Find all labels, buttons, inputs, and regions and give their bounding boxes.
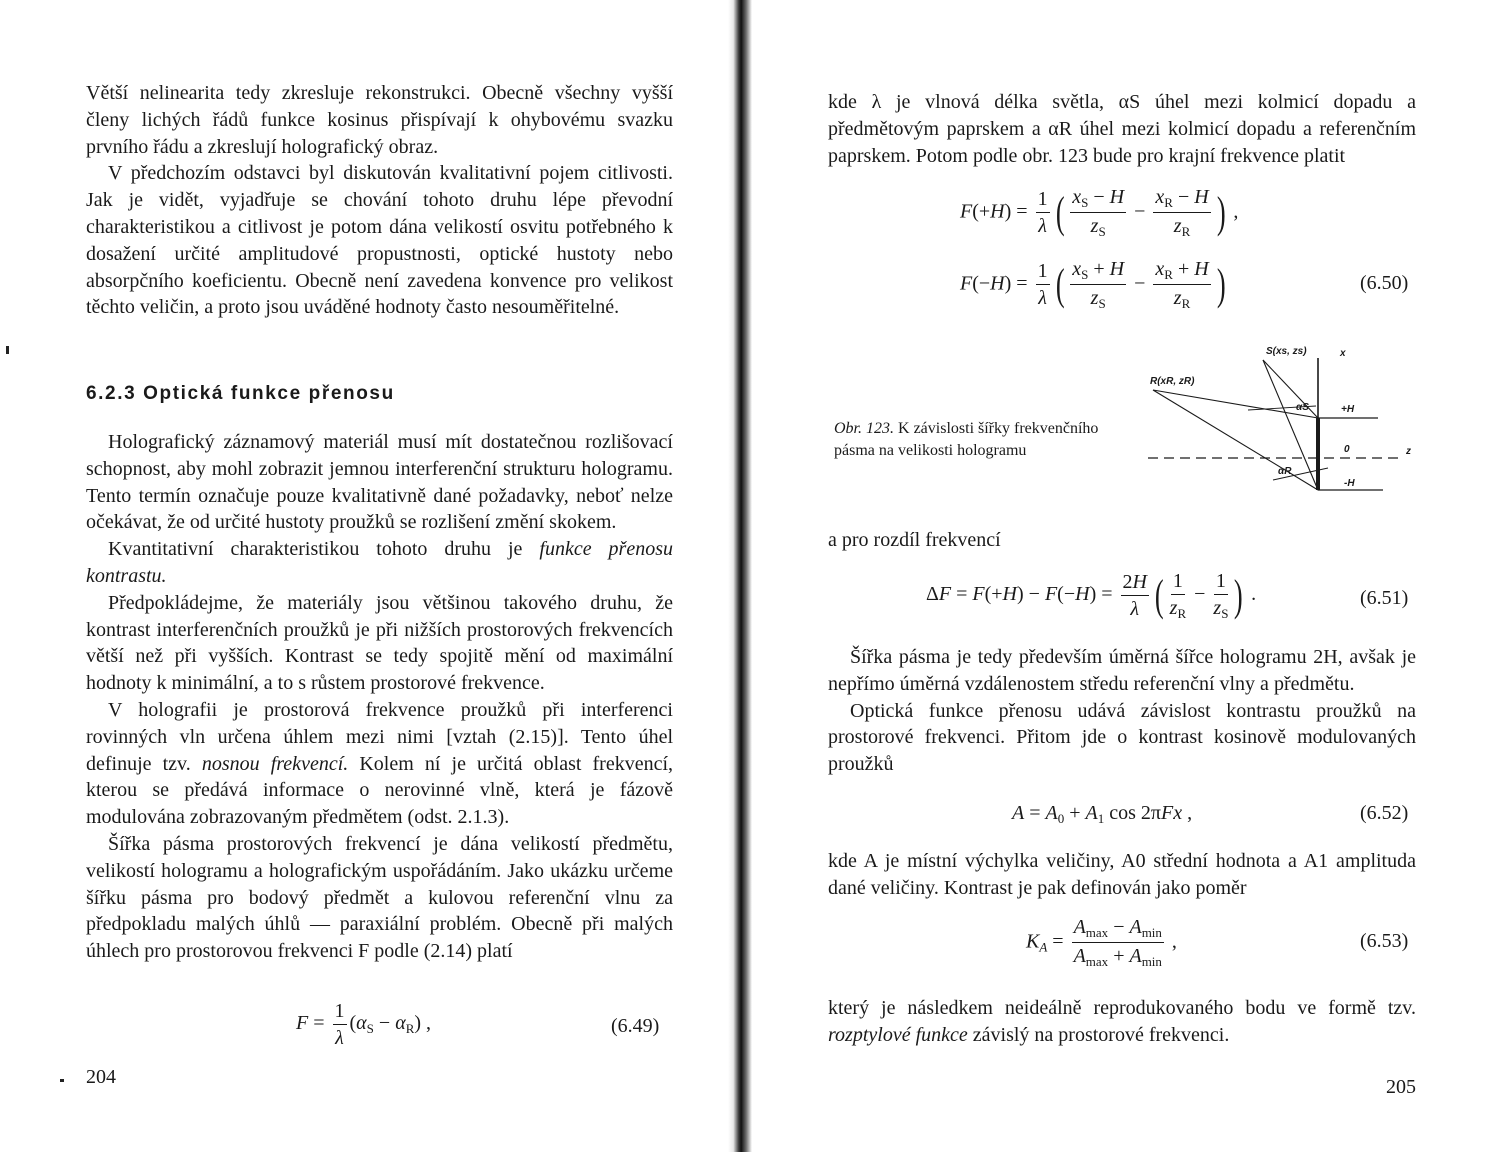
label-r-point: R(xR, zR) — [1150, 376, 1195, 387]
right-column-lower — [828, 848, 1416, 902]
equation-number-6-51: (6.51) — [1360, 587, 1409, 609]
left-paragraph-7: Šířka pásma prostorových frekvencí je dána velikostí předmětu, velikostí hologramu a holografickým uspořádáním. Jako ukázku určeme šířku pásma pro bodový předmět a kulovou referenční vlnu za předpokladu malých úhlů — paraxiální problém. Obecně při malých úhlech pro prostorovou frekvenci F podle (2.14) platí — [86, 832, 673, 963]
reference-ray-top — [1153, 390, 1318, 418]
right-page — [750, 0, 1506, 1152]
equation-6-51: ΔF = F(+H) − F(−H) = $\frac{2H}{\lambda}$ ( $\frac{1}{z_R}$ − $\frac{1}{z_S}$ ) . — [926, 570, 1257, 621]
figure-123-diagram — [1148, 340, 1418, 500]
left-paragraph-4: Kvantitativní charakteristikou tohoto druhu je funkce přenosu kontrastu. — [86, 538, 673, 587]
left-paragraph-5: Předpokládejme, že materiály jsou většinou takového druhu, že kontrast interferenčních proužků je při nižších prostorových frekvencích větší než při vyšších. Kontrast se tedy spojitě mění od maximální hodnoty k minimální, a to s růstem prostorové frekvence. — [86, 591, 673, 695]
label-x-axis: x — [1340, 348, 1346, 359]
equation-6-49: F = $\frac{1}{\lambda}$ $(\alpha_S - \alpha_R)$ , — [296, 1000, 432, 1049]
right-paragraph-2: a pro rozdíl frekvencí — [828, 529, 1001, 551]
equation-number-6-52: (6.52) — [1360, 802, 1409, 824]
section-heading: 6.2.3 Optická funkce přenosu — [86, 383, 395, 404]
hologram-plate — [1316, 418, 1320, 490]
right-paragraph-4: Optická funkce přenosu udává závislost kontrastu proužků na prostorové frekvenci. Přitom jde o kontrast kosinově modulovaných proužků — [828, 699, 1416, 776]
left-column-top — [86, 80, 673, 321]
label-minus-h: -H — [1344, 478, 1355, 489]
page-number-right: 205 — [1386, 1076, 1416, 1098]
equation-number-6-53: (6.53) — [1360, 930, 1409, 952]
page-number-left: 204 — [86, 1066, 116, 1088]
label-alpha-r: αR — [1278, 466, 1292, 477]
left-paragraph-3: Holografický záznamový materiál musí mít dostatečnou rozlišovací schopnost, aby mohl zobrazit jemnou interferenční strukturu hologramu. Tento termín označuje pouze kvalitativně dané požadavky, neboť nelze očekávat, že od určité hustoty proužků se rozlišení změní skokem. — [86, 431, 673, 534]
equation-number-6-50: (6.50) — [1360, 272, 1409, 294]
object-ray-top — [1263, 360, 1318, 418]
left-paragraph-2: V předchozím odstavci byl diskutován kvalitativní pojem citlivosti. Jak je vidět, vyjadřuje se chování tohoto druhu lépe převodní charakteristikou a citlivost je potom dána velikostí osvitu potřebného k dosažení určité amplitudové propustnosti, optické hustoty nebo absorpčního koeficientu. Obecně není zavedena konvence pro velikost těchto veličin, a proto jsou uváděné hodnoty často nesouměřitelné. — [86, 162, 673, 319]
label-zero: 0 — [1344, 444, 1350, 455]
right-column-body — [828, 644, 1416, 778]
right-paragraph-5: kde A je místní výchylka veličiny, A0 střední hodnota a A1 amplituda dané veličiny. Kontrast je pak definován jako poměr — [828, 850, 1416, 899]
figure-caption: Obr. 123. K závislosti šířky frekvenčního pásma na velikosti hologramu — [834, 420, 1099, 459]
equation-number-6-49: (6.49) — [611, 1015, 660, 1037]
equation-6-52: $A = A_0 + A_1$ cos 2πFx , — [1012, 802, 1193, 826]
right-paragraph-1: kde λ je vlnová délka světla, αS úhel mezi kolmicí dopadu a předmětovým paprskem a αR úhel mezi kolmicí dopadu a referenčním paprskem. Potom podle obr. 123 bude pro krajní frekvence platit — [828, 91, 1416, 167]
equation-6-50-minus: F(−H) = $\frac{1}{\lambda}$ ( $\frac{x_S + H}{z_S}$ − $\frac{x_R + H}{z_R}$ ) — [960, 258, 1226, 312]
equation-6-53: $K_A$ = $\frac{A_{max} - A_{min}}{A_{max} + A_{min}}$ , — [1026, 916, 1177, 970]
equation-6-50-plus: F(+H) = $\frac{1}{\lambda}$ ( $\frac{x_S - H}{z_S}$ − $\frac{x_R - H}{z_R}$ ) , — [960, 186, 1239, 240]
label-s-point: S(xs, zs) — [1266, 346, 1307, 357]
left-page — [0, 0, 730, 1152]
left-paragraph-6: V holografii je prostorová frekvence proužků při interferenci rovinných vln určena úhlem mezi nimi [vztah (2.15)]. Tento úhel definuje tzv. nosnou frekvencí. Kolem ní je určitá oblast frekvencí, kterou se předává informace o nerovinné vlně, která je fázově modulována zobrazovaným předmětem (odst. 2.1.3). — [86, 698, 674, 829]
right-paragraph-6: který je následkem neideálně reprodukovaného bodu ve formě tzv. rozptylové funkce závislý na prostorové frekvenci. — [828, 997, 1416, 1046]
label-alpha-s: αS — [1296, 402, 1309, 413]
right-paragraph-3: Šířka pásma je tedy především úměrná šířce hologramu 2H, avšak je nepřímo úměrná vzdálenostem středu referenční vlny a předmětu. — [828, 646, 1416, 695]
label-z-axis: z — [1406, 446, 1411, 457]
reference-ray-bottom — [1153, 390, 1318, 490]
scan-speck — [6, 346, 9, 354]
label-plus-h: +H — [1341, 404, 1355, 415]
right-column-mid — [828, 527, 1416, 554]
left-column-body — [86, 429, 673, 965]
right-column-top — [828, 89, 1416, 169]
book-gutter — [728, 0, 752, 1152]
right-column-bottom — [828, 995, 1416, 1049]
scan-speck — [60, 1079, 64, 1082]
left-paragraph-1: Větší nelinearita tedy zkresluje rekonstrukci. Obecně všechny vyšší členy lichých řádů funkce kosinus přispívají k ohybovému svazku prvního řádu a zkreslují holografický obraz. — [86, 82, 673, 158]
